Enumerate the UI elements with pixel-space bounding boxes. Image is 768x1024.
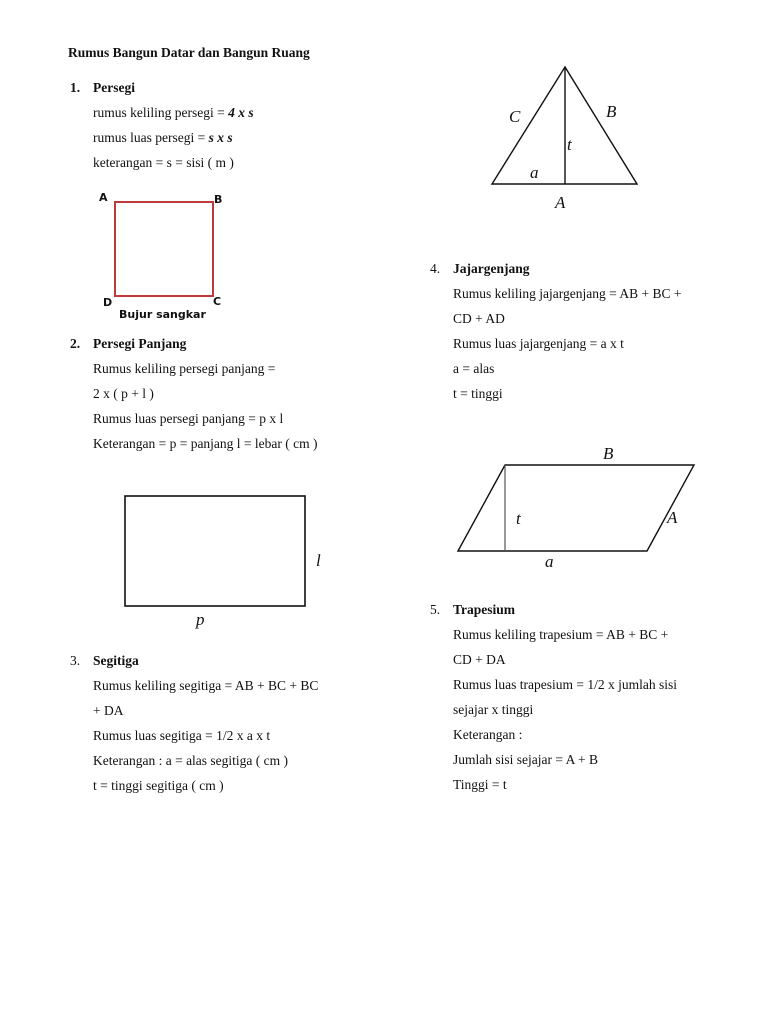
persegi-keterangan: keterangan = s = sisi ( m ) [93, 155, 234, 170]
square-figure [95, 185, 235, 325]
jajargenjang-luas: Rumus luas jajargenjang = a x t [453, 336, 624, 351]
parallelogram-figure [445, 435, 710, 575]
section-4-heading: Jajargenjang [453, 261, 530, 276]
triangle-label-b: B [606, 102, 617, 121]
rectangle-figure [120, 490, 340, 630]
section-3-number: 3. [70, 653, 81, 668]
persegi-keliling-formula: 4 x s [228, 105, 254, 120]
section-5-heading: Trapesium [453, 602, 516, 617]
persegi-panjang-keliling-line1: Rumus keliling persegi panjang = [93, 361, 276, 376]
section-4-number: 4. [430, 261, 441, 276]
parallelogram-label-a-side: A [667, 508, 678, 527]
trapesium-keliling-line2: CD + DA [453, 652, 506, 667]
jajargenjang-tinggi: t = tinggi [453, 386, 503, 401]
jajargenjang-keliling-line1: Rumus keliling jajargenjang = AB + BC + [453, 286, 682, 301]
trapesium-luas-line2: sejajar x tinggi [453, 702, 534, 717]
segitiga-keterangan-tinggi: t = tinggi segitiga ( cm ) [93, 778, 224, 793]
section-1-heading: Persegi [93, 80, 135, 95]
square-vertex-c: C [213, 295, 222, 308]
trapesium-tinggi: Tinggi = t [453, 777, 507, 792]
segitiga-keliling-line2: + DA [93, 703, 124, 718]
persegi-panjang-luas: Rumus luas persegi panjang = p x l [93, 411, 284, 426]
triangle-label-a-half: a [530, 163, 539, 182]
triangle-label-t: t [567, 135, 572, 154]
document-title: Rumus Bangun Datar dan Bangun Ruang [68, 45, 310, 60]
square-vertex-b: B [214, 193, 223, 206]
trapesium-keterangan: Keterangan : [453, 727, 523, 742]
rectangle-label-l: l [316, 551, 321, 570]
persegi-luas-text: rumus luas persegi = [93, 130, 209, 145]
square-vertex-a: A [99, 191, 108, 204]
square-vertex-d: D [103, 296, 113, 309]
persegi-luas-formula: s x s [208, 130, 233, 145]
section-2-heading: Persegi Panjang [93, 336, 187, 351]
segitiga-keliling-line1: Rumus keliling segitiga = AB + BC + BC [93, 678, 319, 693]
triangle-figure [485, 60, 650, 215]
persegi-panjang-keterangan: Keterangan = p = panjang l = lebar ( cm ) [93, 436, 318, 451]
trapesium-luas-line1: Rumus luas trapesium = 1/2 x jumlah sisi [453, 677, 677, 692]
section-5-number: 5. [430, 602, 441, 617]
trapesium-jumlah-sisi: Jumlah sisi sejajar = A + B [453, 752, 598, 767]
triangle-label-c: C [509, 107, 521, 126]
persegi-keliling-text: rumus keliling persegi = [93, 105, 229, 120]
parallelogram-label-b: B [603, 444, 614, 463]
trapesium-keliling-line1: Rumus keliling trapesium = AB + BC + [453, 627, 669, 642]
square-caption: Bujur sangkar [119, 308, 206, 321]
jajargenjang-keliling-line2: CD + AD [453, 311, 505, 326]
jajargenjang-alas: a = alas [453, 361, 495, 376]
persegi-keliling-line [93, 105, 254, 121]
section-3-heading: Segitiga [93, 653, 139, 668]
parallelogram-label-t: t [516, 509, 521, 528]
segitiga-keterangan-alas: Keterangan : a = alas segitiga ( cm ) [93, 753, 289, 768]
rectangle-label-p: p [196, 610, 205, 629]
section-1-number: 1. [70, 80, 81, 95]
persegi-panjang-keliling-line2: 2 x ( p + l ) [93, 386, 154, 401]
parallelogram-label-a-base: a [545, 552, 554, 571]
triangle-label-a-base: A [555, 193, 566, 212]
section-2-number: 2. [70, 336, 81, 351]
persegi-luas-line [93, 130, 233, 146]
segitiga-luas: Rumus luas segitiga = 1/2 x a x t [93, 728, 271, 743]
